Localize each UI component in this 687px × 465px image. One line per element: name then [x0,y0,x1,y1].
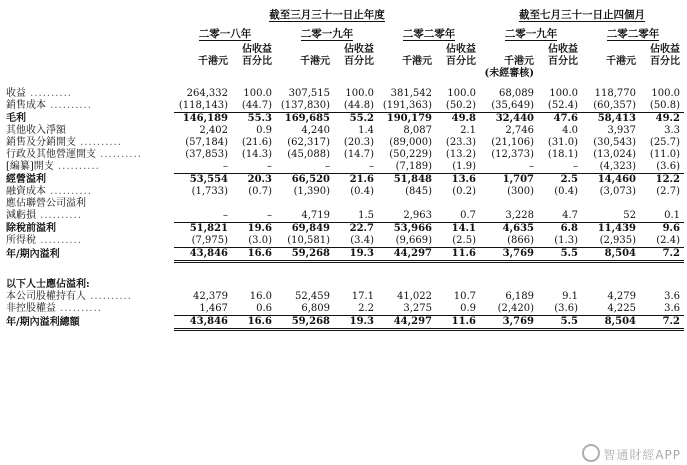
amount-cell: 11,439 [582,223,640,236]
amount-cell: (191,363) [382,100,432,111]
row-label: 經營溢利 [6,173,46,185]
percent-cell: – [369,161,374,172]
amount-cell: (21,106) [491,137,534,148]
percent-cell: 49.2 [640,113,684,126]
amount-cell: 381,542 [390,88,432,99]
unit-header: 千港元 [606,56,636,67]
percent-cell: – [267,210,272,221]
leader-dots: .......... [76,137,122,148]
amount-cell: 66,520 [276,174,334,187]
percent-cell: (44.7) [241,100,272,111]
percent-cell: 21.6 [334,174,378,187]
statement-row [4,113,684,126]
row-label: [編纂]開支 .......... [6,161,100,173]
leader-dots: .......... [46,186,92,197]
amount-cell: 44,297 [378,248,436,262]
percent-cell: 14.1 [436,223,480,236]
percent-cell: (13.2) [445,149,476,160]
statement-rows [4,88,684,330]
percent-cell: 4.0 [562,125,578,136]
percent-cell: (52.4) [547,100,578,111]
amount-cell: 6,189 [505,291,534,302]
row-label: 應佔聯營公司溢利 [6,198,86,209]
statement-row [4,279,684,291]
percent-cell: 0.9 [256,125,272,136]
percent-cell: 11.6 [436,248,480,262]
amount-cell: 4,279 [607,291,636,302]
statement-row [4,137,684,149]
pct-header: 百分比 [242,56,272,67]
amount-cell: (57,184) [185,137,228,148]
amount-cell: (12,373) [491,149,534,160]
row-label: 以下人士應佔溢利: [6,279,90,290]
percent-cell: (50.2) [445,100,476,111]
amount-cell: 4,635 [480,223,538,236]
amount-cell: (62,317) [287,137,330,148]
amount-cell: 8,504 [582,316,640,330]
amount-cell: 52,459 [295,291,330,302]
statement-row [4,186,684,198]
amount-cell: 3,937 [607,125,636,136]
amount-cell: 8,504 [582,248,640,262]
percent-cell: (50.8) [649,100,680,111]
percent-cell: (0.4) [350,186,374,197]
percent-cell: (3.6) [656,161,680,172]
percent-cell: (1.9) [452,161,476,172]
amount-cell: 14,460 [582,174,640,187]
amount-cell: 3,275 [403,303,432,314]
statement-row [4,210,684,223]
amount-cell: 3,228 [505,210,534,221]
amount-cell [378,279,436,291]
amount-cell: 3,769 [480,248,538,262]
column-header-row-2 [4,56,684,68]
amount-cell: – [223,210,228,221]
percent-cell: – [573,161,578,172]
statement-row [4,174,684,187]
amount-cell: 59,268 [276,316,334,330]
pct-header: 佔收益 [548,44,578,55]
year-header: 二零一九年 [300,28,354,40]
unit-header: 千港元 [504,56,534,67]
amount-cell: 41,022 [397,291,432,302]
percent-cell: (11.0) [649,149,680,160]
unaudited-note: (未經審核) [484,68,534,79]
row-label: 年/期內溢利總額 [6,316,80,328]
amount-cell: (89,000) [389,137,432,148]
percent-cell: 55.2 [334,113,378,126]
year-header: 二零二零年 [402,28,456,40]
amount-cell: 68,089 [499,88,534,99]
amount-cell: 169,685 [276,113,334,126]
row-label: 除稅前溢利 [6,222,56,234]
amount-cell: 2,402 [199,125,228,136]
percent-cell: 10.7 [453,291,476,302]
amount-cell: 59,268 [276,248,334,262]
row-label: 本公司股權持有人 .......... [6,291,132,302]
percent-cell: 4.7 [562,210,578,221]
amount-cell: (300) [507,186,534,197]
percent-cell: 100.0 [447,88,476,99]
amount-cell: (118,143) [178,100,228,111]
percent-cell: (3.0) [248,235,272,246]
amount-cell: 51,821 [174,223,232,236]
percent-cell: (2.5) [452,235,476,246]
row-label: 融資成本 .......... [6,186,92,197]
amount-cell: (35,649) [491,100,534,111]
percent-cell: 13.6 [436,174,480,187]
watermark-logo-icon [582,444,600,462]
percent-cell: 55.3 [232,113,276,126]
percent-cell: 7.2 [640,248,684,262]
percent-cell: 0.1 [664,210,680,221]
amount-cell: – [223,161,228,172]
percent-cell: 17.1 [351,291,374,302]
amount-cell: 51,848 [378,174,436,187]
percent-cell: 1.5 [358,210,374,221]
percent-cell [436,279,480,291]
percent-cell [640,198,684,210]
amount-cell [276,279,334,291]
percent-cell: 19.3 [334,248,378,262]
percent-cell [334,198,378,210]
amount-cell: 190,179 [378,113,436,126]
percent-cell: 47.6 [538,113,582,126]
pct-header: 百分比 [446,56,476,67]
leader-dots: .......... [86,291,132,302]
leader-dots: .......... [36,210,82,222]
year-header: 二零二零年 [606,28,660,40]
percent-cell: 2.5 [538,174,582,187]
percent-cell: 0.7 [460,210,476,221]
percent-cell: (21.6) [241,137,272,148]
amount-cell: 43,846 [174,316,232,330]
percent-cell: 5.5 [538,248,582,262]
percent-cell: 19.3 [334,316,378,330]
statement-row [4,223,684,236]
percent-cell: 7.2 [640,316,684,330]
percent-cell: 16.6 [232,316,276,330]
percent-cell: (2.7) [656,186,680,197]
percent-cell: 16.0 [249,291,272,302]
row-label: 所得稅 .......... [6,235,82,247]
period-group-four-months: 截至七月三十一日止四個月 [519,9,645,21]
amount-cell: 146,189 [174,113,232,126]
row-label: 銷售及分銷開支 .......... [6,137,122,148]
amount-cell: (1,733) [191,186,228,197]
percent-cell: 6.8 [538,223,582,236]
amount-cell: 118,770 [594,88,636,99]
row-label: 其他收入淨額 [6,125,66,136]
row-label: 行政及其他營運開支 .......... [6,149,142,160]
amount-cell: (2,935) [599,235,636,246]
percent-cell: 22.7 [334,223,378,236]
pct-header: 佔收益 [242,44,272,55]
amount-cell: (10,581) [287,235,330,246]
amount-cell: 69,849 [276,223,334,236]
amount-cell: 4,240 [301,125,330,136]
row-label: 年/期內溢利 [6,248,60,260]
amount-cell: (37,853) [185,149,228,160]
percent-cell: 100.0 [345,88,374,99]
amount-cell: 307,515 [288,88,330,99]
percent-cell: 2.2 [358,303,374,314]
period-group-annual: 截至三月三十一日止年度 [269,9,385,21]
amount-cell [378,198,436,210]
amount-cell: 2,963 [403,210,432,221]
percent-cell: 100.0 [549,88,578,99]
percent-cell: 9.1 [562,291,578,302]
amount-cell [174,198,232,210]
statement-row [4,235,684,248]
amount-cell: 1,707 [480,174,538,187]
percent-cell: (3.4) [350,235,374,246]
row-label: 毛利 [6,112,26,124]
amount-cell: 42,379 [193,291,228,302]
percent-cell [436,198,480,210]
percent-cell: (14.7) [343,149,374,160]
year-header: 二零一八年 [198,28,252,40]
percent-cell: (2.4) [656,235,680,246]
amount-cell: 53,966 [378,223,436,236]
percent-cell: 20.3 [232,174,276,187]
leader-dots: .......... [46,100,92,112]
percent-cell [538,279,582,291]
amount-cell: 43,846 [174,248,232,262]
leader-dots: .......... [36,235,82,247]
amount-cell: – [325,161,330,172]
amount-cell: (60,357) [593,100,636,111]
leader-dots: .......... [96,149,142,160]
watermark: 智通財經APP [582,444,681,463]
amount-cell [276,198,334,210]
percent-cell: (0.7) [248,186,272,197]
percent-cell: 100.0 [243,88,272,99]
row-label: 減虧損 .......... [6,210,82,222]
amount-cell: 4,225 [607,303,636,314]
percent-cell: 0.6 [256,303,272,314]
amount-cell: (1,390) [293,186,330,197]
amount-cell: (137,830) [280,100,330,111]
amount-cell: (30,543) [593,137,636,148]
amount-cell: 264,332 [186,88,228,99]
year-header: 二零一九年 [504,28,558,40]
percent-cell: 9.6 [640,223,684,236]
statement-row [4,149,684,161]
amount-cell [480,279,538,291]
pct-header: 佔收益 [650,44,680,55]
percent-cell: 5.5 [538,316,582,330]
statement-row [4,88,684,100]
percent-cell [232,198,276,210]
percent-cell: 3.6 [664,291,680,302]
statement-row [4,291,684,303]
amount-cell: 2,746 [505,125,534,136]
leader-dots: .......... [53,161,100,173]
column-header-row-1 [4,44,684,56]
unit-header: 千港元 [402,56,432,67]
leader-dots: .......... [56,303,102,315]
percent-cell: 11.6 [436,316,480,330]
percent-cell: (3.6) [554,303,578,314]
statement-row [4,100,684,113]
percent-cell: (25.7) [649,137,680,148]
amount-cell: (50,229) [389,149,432,160]
percent-cell: (14.3) [241,149,272,160]
percent-cell: 100.0 [651,88,680,99]
amount-cell: (2,420) [497,303,534,314]
amount-cell [582,279,640,291]
row-label: 銷售成本 .......... [6,100,92,112]
percent-cell [334,279,378,291]
amount-cell: (866) [507,235,534,246]
unit-header: 千港元 [300,56,330,67]
amount-cell: 52 [623,210,636,221]
amount-cell: 1,467 [199,303,228,314]
pct-header: 百分比 [548,56,578,67]
pct-header: 佔收益 [344,44,374,55]
row-label: 非控股權益 .......... [6,303,102,315]
amount-cell: 58,413 [582,113,640,126]
amount-cell: 3,769 [480,316,538,330]
amount-cell: (45,088) [287,149,330,160]
amount-cell: 4,719 [301,210,330,221]
percent-cell: 0.9 [460,303,476,314]
percent-cell [232,279,276,291]
percent-cell: (20.3) [343,137,374,148]
amount-cell: (7,189) [395,161,432,172]
amount-cell: (13,024) [593,149,636,160]
statement-row [4,303,684,316]
percent-cell [538,198,582,210]
percent-cell: (0.2) [452,186,476,197]
period-group-header-row [4,6,684,24]
pct-header: 百分比 [344,56,374,67]
amount-cell: (9,669) [395,235,432,246]
amount-cell: 8,087 [403,125,432,136]
year-header-row [4,24,684,44]
percent-cell: – [267,161,272,172]
amount-cell: 44,297 [378,316,436,330]
pct-header: 百分比 [650,56,680,67]
amount-cell: (3,073) [599,186,636,197]
amount-cell [582,198,640,210]
column-header-row-3 [4,68,684,80]
percent-cell: 19.6 [232,223,276,236]
percent-cell: 12.2 [640,174,684,187]
income-statement-table [4,6,684,331]
amount-cell [174,279,232,291]
percent-cell: (1.3) [554,235,578,246]
amount-cell: (4,323) [599,161,636,172]
amount-cell: (7,975) [191,235,228,246]
amount-cell: (845) [405,186,432,197]
statement-row [4,125,684,137]
percent-cell [640,279,684,291]
leader-dots: .......... [26,88,72,99]
row-label: 收益 .......... [6,88,72,99]
percent-cell: 2.1 [460,125,476,136]
pct-header: 佔收益 [446,44,476,55]
percent-cell: (0.4) [554,186,578,197]
amount-cell [480,198,538,210]
statement-row [4,198,684,210]
amount-cell: 53,554 [174,174,232,187]
statement-row [4,248,684,262]
amount-cell: – [529,161,534,172]
percent-cell: (18.1) [547,149,578,160]
percent-cell: 16.6 [232,248,276,262]
amount-cell: 32,440 [480,113,538,126]
unit-header: 千港元 [198,56,228,67]
percent-cell: (23.3) [445,137,476,148]
percent-cell: (31.0) [547,137,578,148]
percent-cell: 3.6 [664,303,680,314]
statement-row [4,316,684,330]
percent-cell: 1.4 [358,125,374,136]
percent-cell: 49.8 [436,113,480,126]
amount-cell: 6,809 [301,303,330,314]
statement-row [4,161,684,174]
percent-cell: 3.3 [664,125,680,136]
percent-cell: (44.8) [343,100,374,111]
